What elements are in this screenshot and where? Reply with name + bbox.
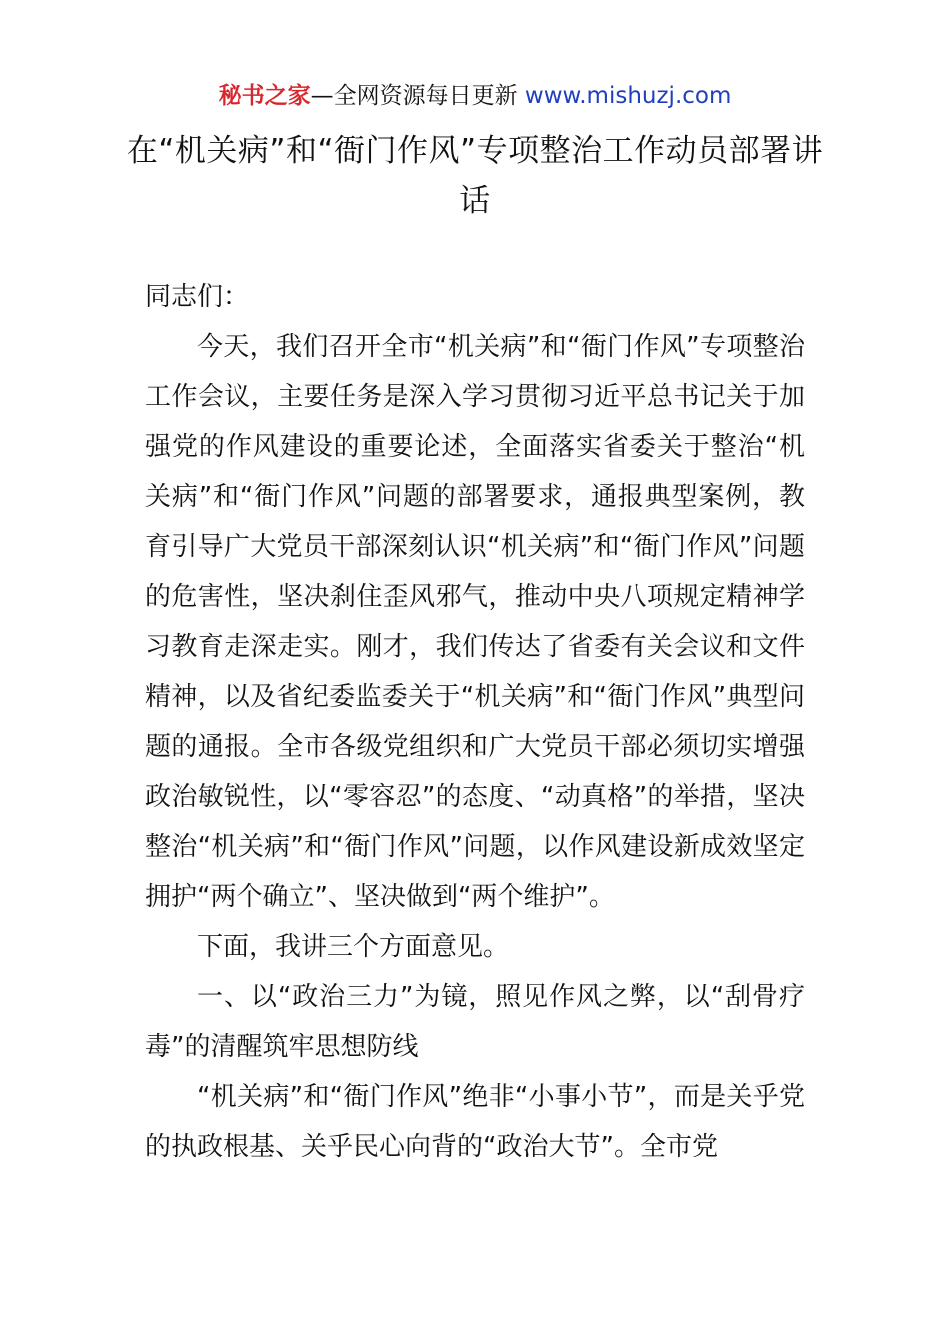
site-url: www.mishuzj.com	[524, 83, 732, 109]
site-tagline: —全网资源每日更新	[310, 83, 525, 109]
section-heading: 一、以“政治三力”为镜，照见作风之弊，以“刮骨疗毒”的清醒筑牢思想防线	[145, 982, 805, 1062]
brand-name: 秘书之家	[218, 83, 311, 109]
body-paragraph: 今天，我们召开全市“机关病”和“衙门作风”专项整治工作会议，主要任务是深入学习贯彻习近平总书记关于加强党的作风建设的重要论述，全面落实省委关于整治“机关病”和“衙门作风”问题的部署要求，通报典型案例，教育引导广大党员干部深刻认识“机关病”和“衙门作风”问题的危害性，坚决刹住歪风邪气，推动中央八项规定精神学习教育走深走实。刚才，我们传达了省委有关会议和文件精神，以及省纪委监委关于“机关病”和“衙门作风”典型问题的通报。全市各级党组织和广大党员干部必须切实增强政治敏锐性，以“零容忍”的态度、“动真格”的举措，坚决整治“机关病”和“衙门作风”问题，以作风建设新成效坚定拥护“两个确立”、坚决做到“两个维护”。	[145, 332, 805, 912]
document-title: 在“机关病”和“衙门作风”专项整治工作动员部署讲话	[126, 133, 824, 219]
site-header	[0, 80, 950, 112]
body-paragraph: “机关病”和“衙门作风”绝非“小事小节”，而是关乎党的执政根基、关乎民心向背的“政治大节”。全市党	[145, 1082, 805, 1162]
salutation: 同志们：	[145, 282, 250, 312]
document-body	[145, 272, 805, 1172]
body-paragraph: 下面，我讲三个方面意见。	[197, 932, 510, 962]
